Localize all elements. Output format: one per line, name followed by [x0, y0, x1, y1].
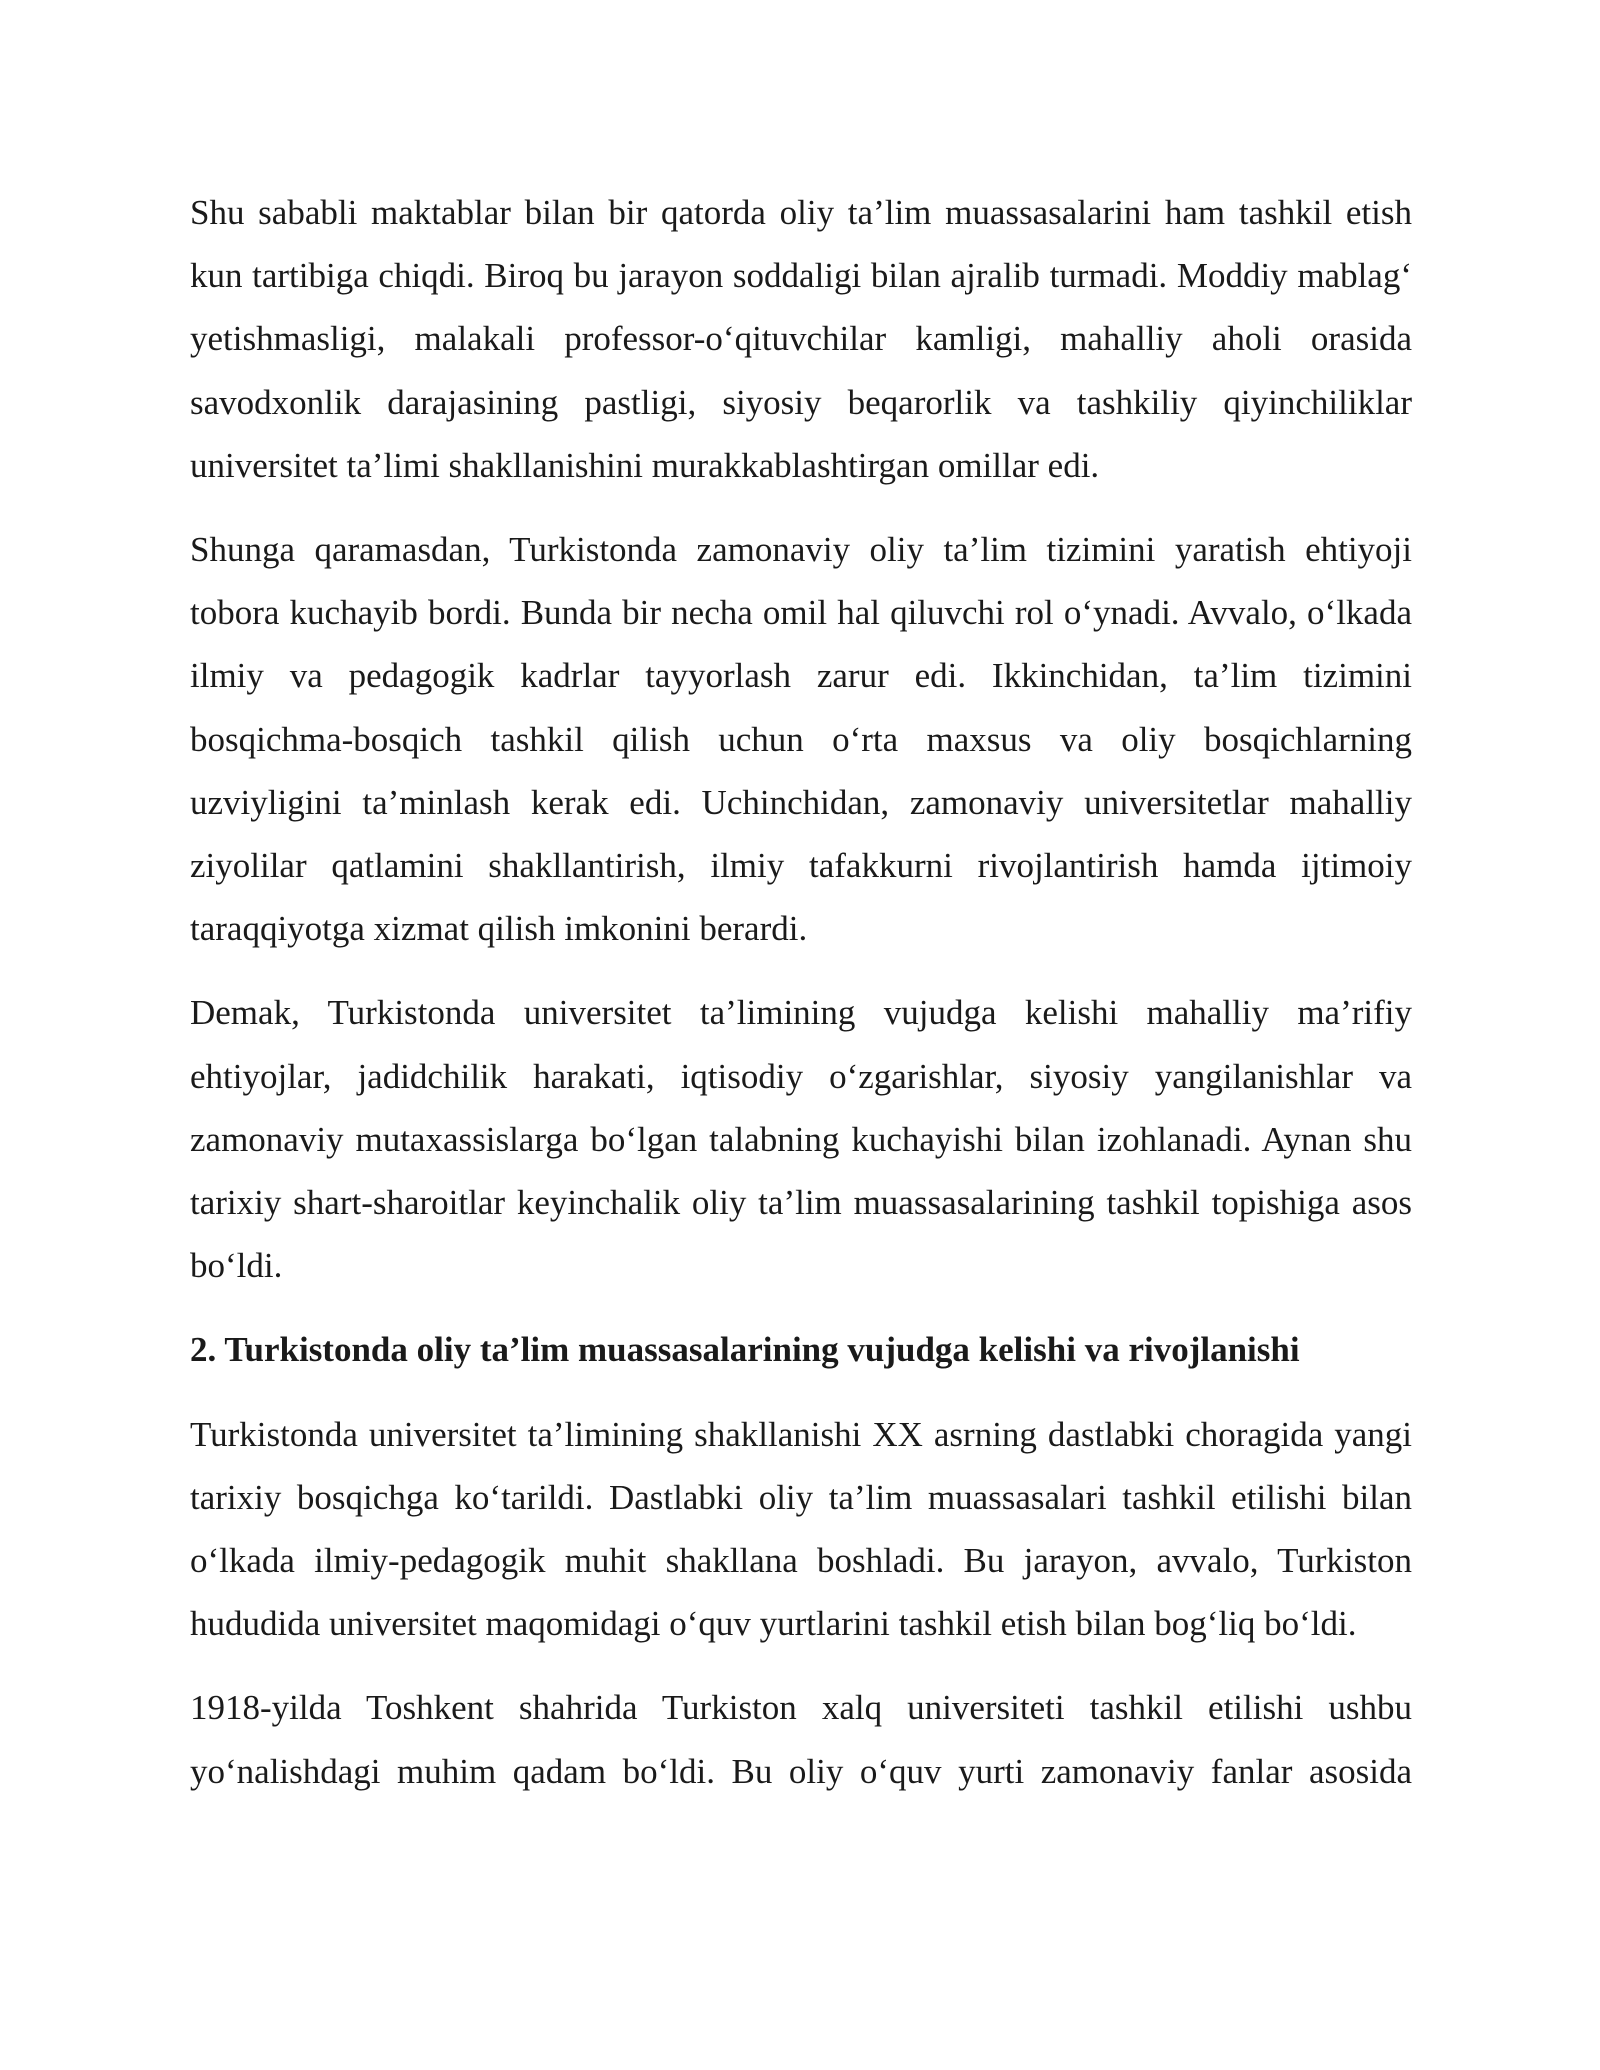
body-paragraph: Shu sababli maktablar bilan bir qatorda oliy ta’lim muassasalarini ham tashkil etish kun tartibiga chiqdi. Biroq bu jarayon soddaligi bilan ajralib turmadi. Moddiy mablag‘ yetishmasligi, malakali professor-o‘qituvchilar kamligi, mahalliy aholi orasida savodxonlik darajasining pastligi, siyosiy beqarorlik va tashkiliy qiyinchiliklar universitet ta’limi shakllanishini murakkablashtirgan omillar edi. [190, 193, 1412, 485]
section-heading: 2. Turkistonda oliy ta’lim muassasalarining vujudga kelishi va rivojlanishi [190, 1330, 1300, 1370]
body-paragraph: Demak, Turkistonda universitet ta’limining vujudga kelishi mahalliy ma’rifiy ehtiyojlar, jadidchilik harakati, iqtisodiy o‘zgarishlar, siyosiy yangilanishlar va zamonaviy mutaxassislarga bo‘lgan talabning kuchayishi bilan izohlanadi. Aynan shu tarixiy shart-sharoitlar keyinchalik oliy ta’lim muassasalarining tashkil topishiga asos bo‘ldi. [190, 993, 1412, 1286]
body-paragraph: 1918-yilda Toshkent shahrida Turkiston xalq universiteti tashkil etilishi ushbu yo‘nalishdagi muhim qadam bo‘ldi. Bu oliy o‘quv yurti zamonaviy fanlar asosida [190, 1688, 1412, 1791]
body-paragraph: Shunga qaramasdan, Turkistonda zamonaviy oliy ta’lim tizimini yaratish ehtiyoji tobora kuchayib bordi. Bunda bir necha omil hal qiluvchi rol o‘ynadi. Avvalo, o‘lkada ilmiy va pedagogik kadrlar tayyorlash zarur edi. Ikkinchidan, ta’lim tizimini bosqichma-bosqich tashkil qilish uchun o‘rta maxsus va oliy bosqichlarning uzviyligini ta’minlash kerak edi. Uchinchidan, zamonaviy universitetlar mahalliy ziyolilar qatlamini shakllantirish, ilmiy tafakkurni rivojlantirish hamda ijtimoiy taraqqiyotga xizmat qilish imkonini berardi. [190, 530, 1412, 949]
body-paragraph: Turkistonda universitet ta’limining shakllanishi XX asrning dastlabki choragida yangi tarixiy bosqichga ko‘tarildi. Dastlabki oliy ta’lim muassasalari tashkil etilishi bilan o‘lkada ilmiy-pedagogik muhit shakllana boshladi. Bu jarayon, avvalo, Turkiston hududida universitet maqomidagi o‘quv yurtlarini tashkil etish bilan bog‘liq bo‘ldi. [190, 1414, 1412, 1644]
document-body [190, 181, 1412, 1824]
